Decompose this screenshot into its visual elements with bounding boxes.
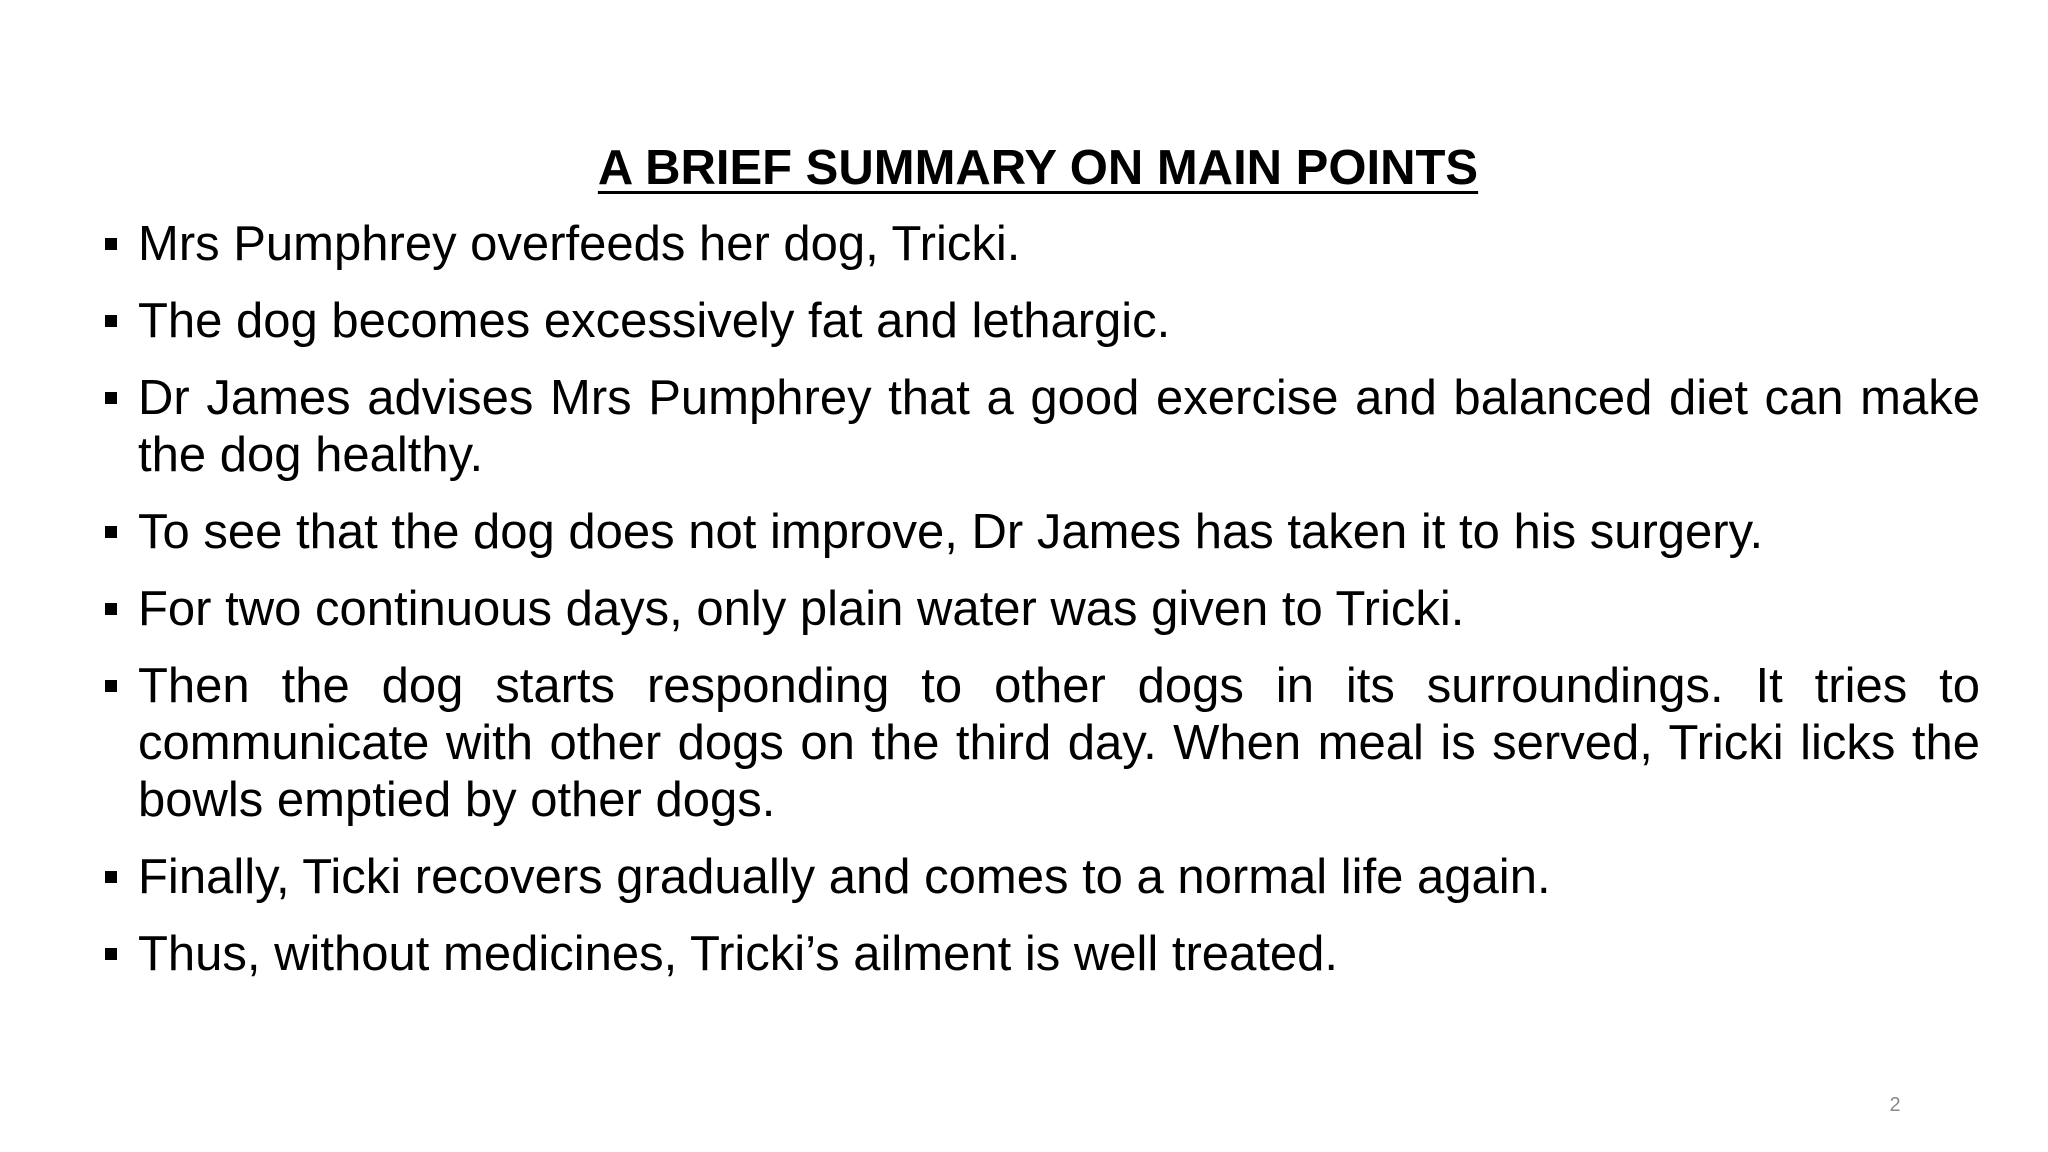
square-bullet-icon <box>105 948 117 960</box>
bullet-text: For two continuous days, only plain water was given to Tricki. <box>138 582 1465 636</box>
bullet-item <box>100 658 1980 829</box>
bullet-item <box>100 581 1980 638</box>
square-bullet-icon <box>105 603 117 615</box>
bullet-text: Thus, without medicines, Tricki’s ailment is well treated. <box>138 927 1339 981</box>
square-bullet-icon <box>105 238 117 250</box>
bullet-item <box>100 216 1980 273</box>
bullet-text: Finally, Ticki recovers gradually and comes to a normal life again. <box>138 850 1551 904</box>
slide-title: A BRIEF SUMMARY ON MAIN POINTS <box>597 141 1479 195</box>
bullet-text: Dr James advises Mrs Pumphrey that a good exercise and balanced diet can make the dog healthy. <box>138 371 1980 482</box>
bullet-item <box>100 849 1980 906</box>
bullet-text: Then the dog starts responding to other dogs in its surroundings. It tries to communicate with other dogs on the third day. When meal is served, Tricki licks the bowls emptied by other dogs. <box>138 659 1980 827</box>
bullet-text: Mrs Pumphrey overfeeds her dog, Tricki. <box>138 217 1021 271</box>
bullet-list <box>100 216 1980 1003</box>
bullet-item <box>100 370 1980 484</box>
bullet-item <box>100 926 1980 983</box>
bullet-text: To see that the dog does not improve, Dr James has taken it to his surgery. <box>138 505 1764 559</box>
bullet-text: The dog becomes excessively fat and lethargic. <box>138 294 1171 348</box>
square-bullet-icon <box>105 871 117 883</box>
bullet-item <box>100 293 1980 350</box>
square-bullet-icon <box>105 526 117 538</box>
square-bullet-icon <box>105 680 117 692</box>
square-bullet-icon <box>105 315 117 327</box>
square-bullet-icon <box>105 392 117 404</box>
page-number: 2 <box>1889 1094 1901 1116</box>
bullet-item <box>100 504 1980 561</box>
